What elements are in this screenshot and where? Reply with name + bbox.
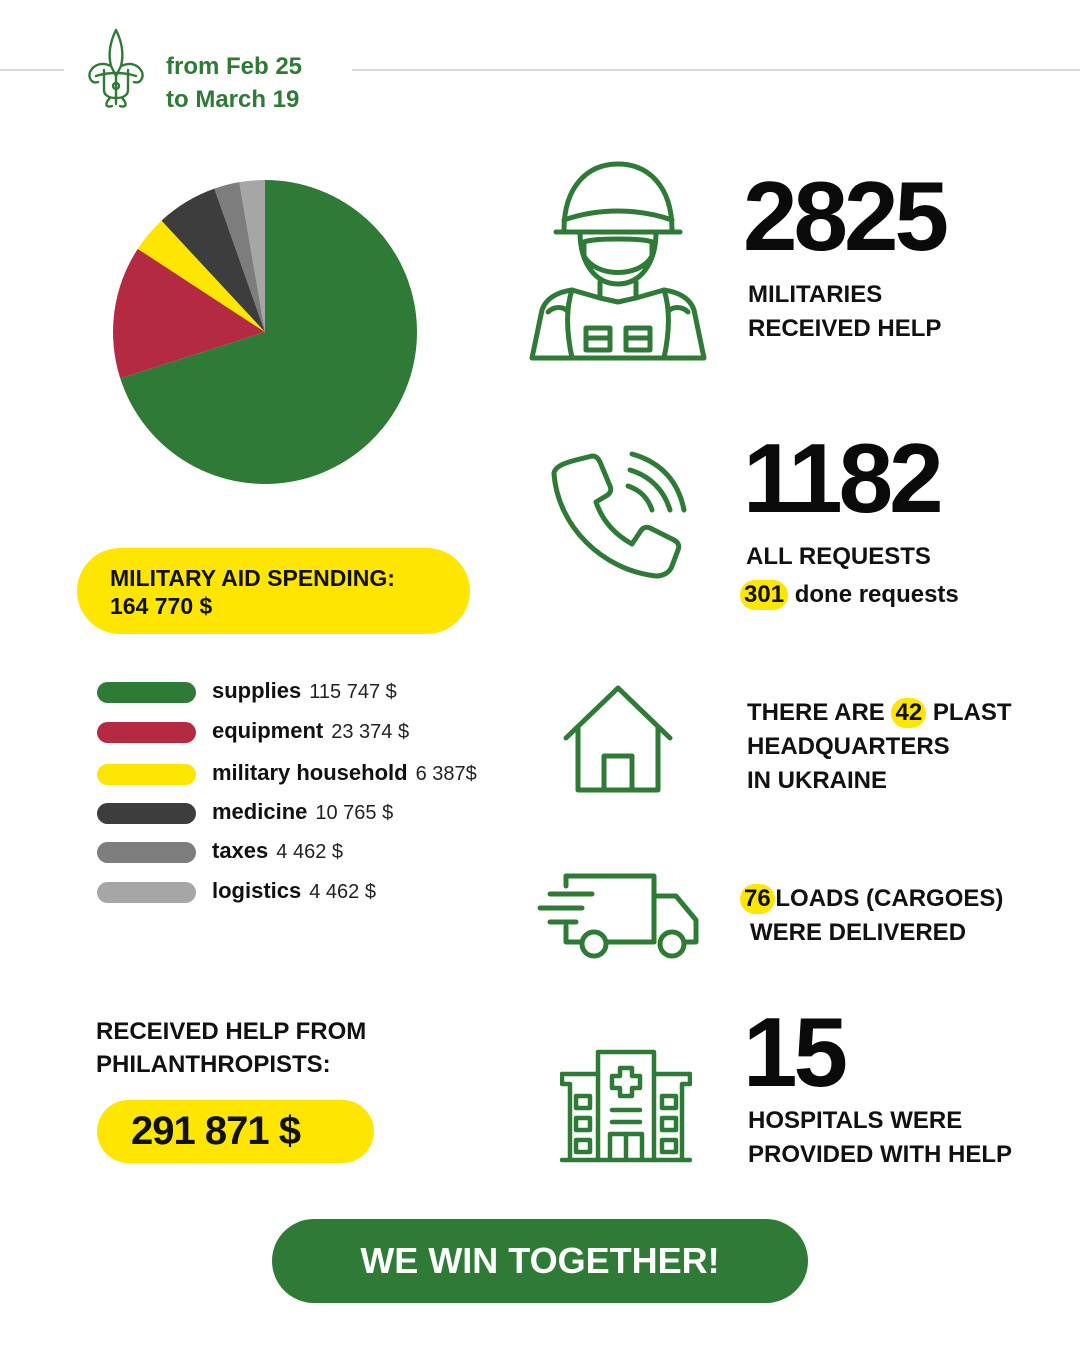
headquarters-post: PLAST bbox=[932, 699, 1012, 726]
loads-label bbox=[740, 882, 1003, 950]
legend-label: supplies bbox=[212, 678, 302, 703]
philanthropists-line-1: RECEIVED HELP FROM bbox=[96, 1018, 367, 1045]
legend-label: logistics bbox=[212, 878, 302, 903]
phone-icon bbox=[548, 448, 688, 584]
we-win-together-banner bbox=[272, 1219, 808, 1303]
loads-line-2: WERE DELIVERED bbox=[750, 919, 967, 946]
legend-swatch bbox=[97, 682, 196, 703]
philanthropists-amount-pill bbox=[97, 1100, 374, 1163]
date-range bbox=[166, 50, 302, 116]
legend-value: 10 765 $ bbox=[315, 802, 394, 824]
requests-label bbox=[746, 540, 959, 612]
headquarters-line-3: IN UKRAINE bbox=[747, 767, 888, 794]
headquarters-count: 42 bbox=[891, 698, 926, 728]
hospital-icon bbox=[560, 1048, 692, 1164]
spending-title: MILITARY AID SPENDING: bbox=[110, 565, 395, 591]
philanthropists-line-2: PHILANTHROPISTS: bbox=[96, 1051, 331, 1078]
legend-value: 115 747 $ bbox=[309, 681, 397, 703]
hospitals-line-1: HOSPITALS WERE bbox=[748, 1107, 963, 1134]
militaries-line-1: MILITARIES bbox=[748, 281, 883, 308]
truck-icon bbox=[536, 870, 700, 964]
legend-value: 4 462 $ bbox=[309, 881, 376, 903]
militaries-count: 2825 bbox=[743, 161, 946, 271]
done-requests-text: done requests bbox=[794, 581, 959, 608]
cta-text: WE WIN TOGETHER! bbox=[360, 1240, 720, 1281]
militaries-line-2: RECEIVED HELP bbox=[748, 315, 942, 342]
requests-count: 1182 bbox=[743, 423, 940, 533]
header-line-left bbox=[0, 69, 64, 71]
house-icon bbox=[560, 682, 676, 794]
headquarters-line-1 bbox=[747, 696, 1012, 730]
loads-line-1 bbox=[740, 882, 1003, 916]
headquarters-line-2: HEADQUARTERS bbox=[747, 733, 950, 760]
loads-line-1-rest: LOADS (CARGOES) bbox=[775, 885, 1004, 912]
loads-count: 76 bbox=[740, 884, 775, 914]
philanthropists-heading bbox=[96, 1015, 366, 1081]
legend-label: military household bbox=[212, 760, 408, 785]
legend-swatch bbox=[97, 722, 196, 743]
militaries-label bbox=[748, 278, 941, 346]
headquarters-label bbox=[747, 696, 1012, 798]
legend-value: 23 374 $ bbox=[331, 721, 410, 743]
legend-swatch bbox=[97, 842, 196, 863]
plast-logo-icon bbox=[80, 26, 152, 110]
headquarters-pre: THERE ARE bbox=[747, 699, 885, 726]
header-line-right bbox=[352, 69, 1080, 71]
legend-value: 4 462 $ bbox=[276, 841, 344, 863]
requests-line-1: ALL REQUESTS bbox=[746, 543, 931, 570]
spending-total bbox=[110, 564, 395, 620]
hospitals-label bbox=[748, 1104, 1012, 1172]
legend-label: taxes bbox=[212, 838, 269, 863]
legend-value: 6 387$ bbox=[415, 763, 477, 785]
spending-amount: 164 770 $ bbox=[110, 593, 213, 619]
hospitals-line-2: PROVIDED WITH HELP bbox=[748, 1141, 1013, 1168]
hospitals-count: 15 bbox=[743, 997, 845, 1107]
philanthropists-amount: 291 871 $ bbox=[131, 1109, 300, 1153]
legend-swatch bbox=[97, 764, 196, 785]
spending-total-pill bbox=[77, 548, 470, 634]
requests-line-2 bbox=[746, 578, 959, 612]
date-line-1: from Feb 25 bbox=[166, 53, 303, 80]
legend-label: medicine bbox=[212, 799, 308, 824]
legend-swatch bbox=[97, 803, 196, 824]
legend-label: equipment bbox=[212, 718, 324, 743]
date-line-2: to March 19 bbox=[166, 86, 300, 113]
done-requests-count: 301 bbox=[740, 580, 788, 610]
soldier-icon bbox=[528, 160, 708, 362]
legend-swatch bbox=[97, 882, 196, 903]
spending-pie-chart bbox=[110, 174, 420, 490]
